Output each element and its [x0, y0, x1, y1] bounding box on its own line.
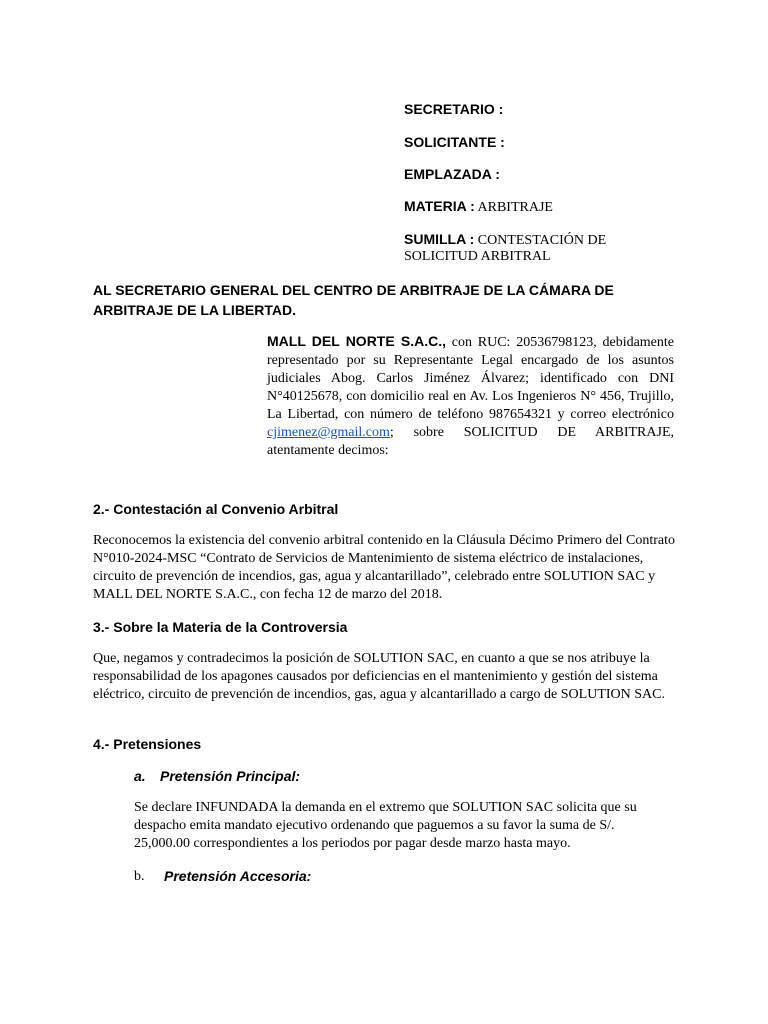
- materia-value: ARBITRAJE: [477, 200, 553, 215]
- sumilla-value-line2: SOLICITUD ARBITRAL: [404, 249, 551, 264]
- secretario-field: [404, 101, 503, 119]
- sumilla-field-cont: [404, 248, 551, 265]
- secretario-label: SECRETARIO :: [404, 101, 504, 117]
- pretension-a-title: Pretensión Principal:: [160, 768, 301, 784]
- party-name: MALL DEL NORTE S.A.C.,: [267, 333, 446, 349]
- intro-text: con RUC: 20536798123, debidamente representado por su Representante Legal encargado de los asuntos judiciales Abog. Carlos Jiménez Álvarez; identificado con DNI N°40125678, con domicilio real en Av. Los Ingenieros N° 456, Trujillo, La Libertad, con número de teléfono 987654321 y correo electrónico: [267, 335, 675, 422]
- section-3-body: Que, negamos y contradecimos la posición de SOLUTION SAC, en cuanto a que se nos atribuye la responsabilidad de los apagones causados por deficiencias en el mantenimiento y gestión del sistema eléctrico, circuito de prevención de incendios, gas, agua y alcantarillado a cargo de SOLUTION SAC.: [93, 651, 665, 702]
- pretension-a-marker: a.: [134, 768, 146, 784]
- solicitante-field: [404, 134, 505, 152]
- materia-label: MATERIA :: [404, 198, 475, 214]
- pretension-b-marker: b.: [134, 869, 145, 884]
- section-4-title: 4.- Pretensiones: [93, 736, 202, 752]
- sumilla-value-line1: CONTESTACIÓN DE: [477, 233, 607, 248]
- emplazada-label: EMPLAZADA :: [404, 166, 500, 182]
- pretension-a-body: Se declare INFUNDADA la demanda en el extremo que SOLUTION SAC solicita que su despacho emita mandato ejecutivo ordenando que paguemos a su favor la suma de S/. 25,000.00 correspondientes a los periodos por pagar desde marzo hasta mayo.: [134, 800, 637, 851]
- solicitante-label: SOLICITANTE :: [404, 134, 505, 150]
- pretension-b-title: Pretensión Accesoria:: [164, 868, 312, 884]
- emplazada-field: [404, 166, 500, 184]
- sumilla-field: [404, 231, 606, 249]
- intro-paragraph: [267, 332, 674, 460]
- intro-text-end: ; sobre SOLICITUD DE ARBITRAJE, atentamente decimos:: [267, 425, 674, 458]
- email-link[interactable]: cjimenez@gmail.com: [267, 425, 390, 440]
- sumilla-label: SUMILLA :: [404, 231, 475, 247]
- addressee-heading: AL SECRETARIO GENERAL DEL CENTRO DE ARBITRAJE DE LA CÁMARA DE ARBITRAJE DE LA LIBERTAD.: [93, 282, 614, 318]
- section-2-body: Reconocemos la existencia del convenio arbitral contenido en la Cláusula Décimo Primero del Contrato N°010-2024-MSC “Contrato de Servicios de Mantenimiento de sistema eléctrico de instalaciones, circuito de prevención de incendios, gas, agua y alcantarillado”, celebrado entre SOLUTION SAC y MALL DEL NORTE S.A.C., con fecha 12 de marzo del 2018.: [93, 533, 675, 602]
- section-3-title: 3.- Sobre la Materia de la Controversia: [93, 619, 348, 635]
- materia-field: [404, 198, 553, 216]
- section-2-title: 2.- Contestación al Convenio Arbitral: [93, 501, 339, 517]
